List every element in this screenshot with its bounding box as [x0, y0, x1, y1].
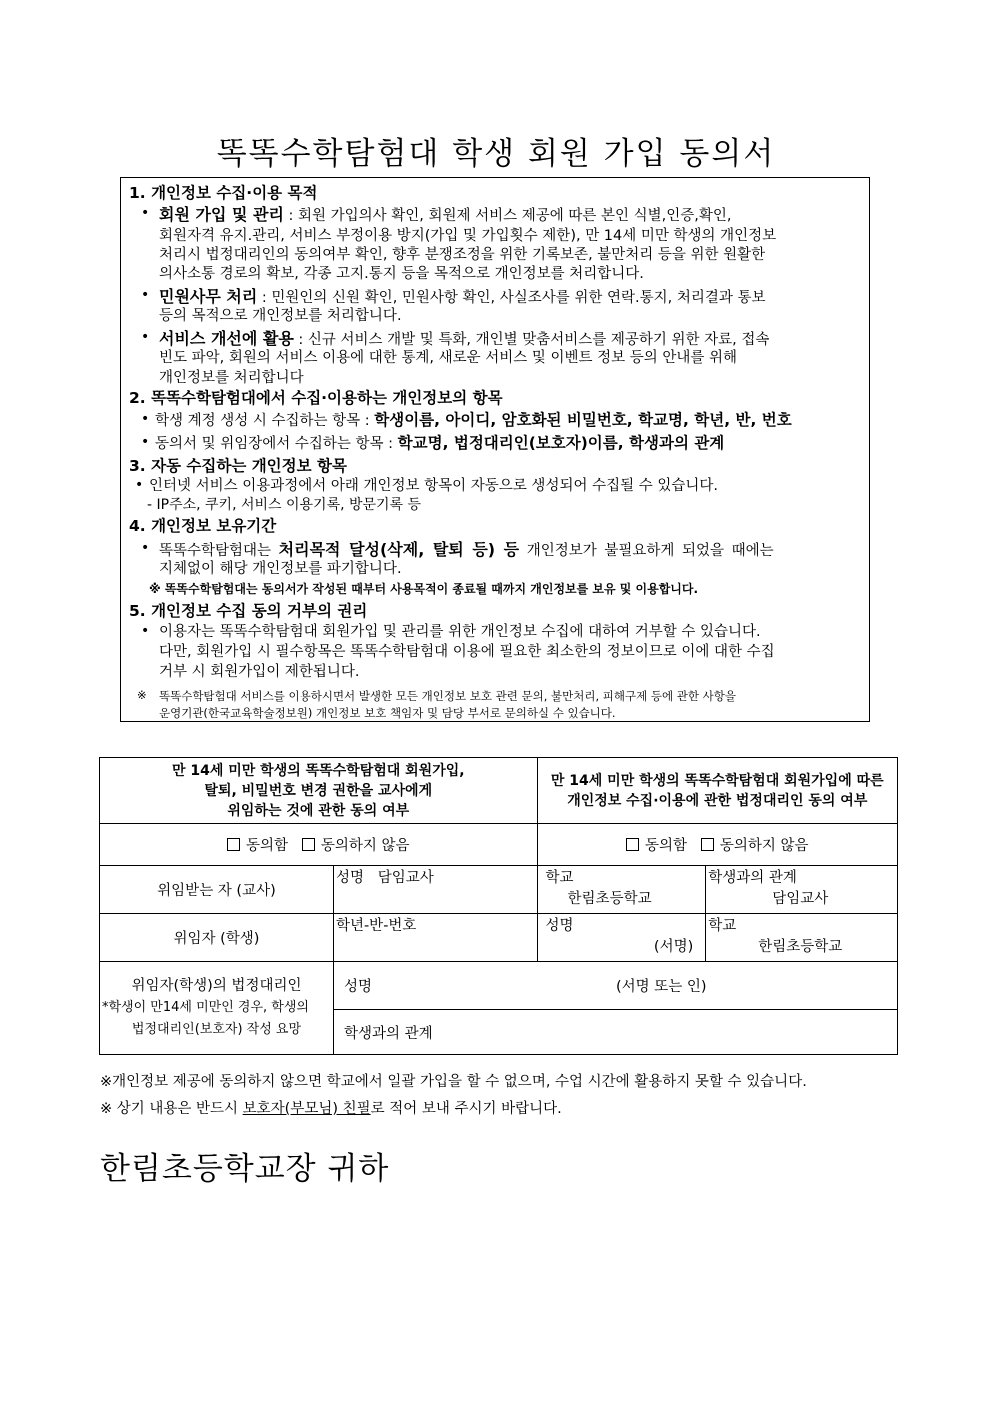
- footer-note-1: ※개인정보 제공에 동의하지 않으면 학교에서 일괄 가입을 할 수 없으며, 수업 시간에 활용하지 못할 수 있습니다.: [100, 1074, 807, 1090]
- text-line: 개인정보를 처리합니다: [159, 370, 304, 386]
- field-label: 성명: [545, 918, 574, 934]
- text-line: 거부 시 회원가입이 제한됩니다.: [159, 664, 360, 680]
- agree-label: 동의함: [246, 838, 289, 854]
- delegatee-name-cell: [333, 866, 537, 914]
- header-line: 개인정보 수집·이용에 관한 법정대리인 동의 여부: [567, 792, 868, 809]
- notice-line: 운영기관(한국교육학술정보원) 개인정보 보호 책임자 및 담당 부서로 문의하실 수 있습니다.: [159, 706, 616, 720]
- agree-label: 동의함: [645, 838, 688, 854]
- header-line: 만 14세 미만 학생의 똑똑수학탐험대 회원가입에 따른: [550, 772, 884, 789]
- term: 민원사무 처리: [159, 287, 258, 306]
- closing-addressee: 한림초등학교장 귀하: [100, 1151, 390, 1187]
- student-school-cell: [706, 914, 898, 962]
- text-line: 처리시 법정대리인의 동의여부 확인, 향후 분쟁조정을 위한 기록보존, 불만처리 등을 위한 원활한: [159, 247, 766, 263]
- text: 개인정보가 불필요하게 되었을 때에는: [519, 543, 774, 559]
- document-title: 똑똑수학탐험대 학생 회원 가입 동의서: [216, 136, 776, 172]
- section-5-heading: 5. 개인정보 수집 동의 거부의 권리: [129, 602, 368, 620]
- field-label: 성명: [343, 979, 372, 995]
- consent-table: [99, 757, 898, 1055]
- disagree-label: 동의하지 않음: [719, 838, 809, 854]
- delegator-label: 위임자 (학생): [100, 914, 334, 962]
- consent-header-delegation: [100, 758, 538, 824]
- section-2-item-1: [155, 408, 792, 430]
- notice-line: 똑똑수학탐험대 서비스를 이용하시면서 발생한 모든 개인정보 보호 관련 문의, 불만처리, 피해구제 등에 관한 사항을: [159, 689, 736, 703]
- bullet: •: [141, 329, 150, 345]
- header-line: 탈퇴, 비밀번호 변경 권한을 교사에게: [204, 782, 433, 799]
- text-line: 다만, 회원가입 시 필수항목은 똑똑수학탐험대 이용에 필요한 최소한의 정보이므로 이에 대한 수집: [159, 644, 775, 660]
- bullet: •: [141, 623, 150, 639]
- section-3-sub-item: - IP주소, 쿠키, 서비스 이용기록, 방문기록 등: [147, 497, 422, 513]
- text: : 민원인의 신원 확인, 민원사항 확인, 사실조사를 위한 연락.통지, 처리결과 통보: [257, 290, 766, 306]
- section-3-item-1: 인터넷 서비스 이용과정에서 아래 개인정보 항목이 자동으로 생성되어 수집될 수 있습니다.: [149, 478, 718, 494]
- field-label: 학생과의 관계: [708, 870, 797, 886]
- section-1-item-1: [159, 202, 732, 225]
- field-value: 담임교사: [772, 891, 829, 907]
- disagree-checkbox[interactable]: [302, 838, 315, 851]
- section-5-item-1: 이용자는 똑똑수학탐험대 회원가입 및 관리를 위한 개인정보 수집에 대하여 거부할 수 있습니다.: [159, 624, 761, 640]
- bold-text: 학교명, 법정대리인(보호자)이름, 학생과의 관계: [397, 434, 725, 452]
- bullet: •: [141, 434, 150, 450]
- disagree-checkbox[interactable]: [701, 838, 714, 851]
- term: 서비스 개선에 활용: [159, 329, 294, 348]
- grade-class-number-field[interactable]: [333, 914, 537, 962]
- footer-note-2: [100, 1097, 562, 1118]
- bold-text: 학생이름, 아이디, 암호화된 비밀번호, 학교명, 학년, 반, 번호: [374, 411, 792, 429]
- field-value: 한림초등학교: [758, 939, 843, 955]
- term: 회원 가입 및 관리: [159, 205, 284, 224]
- bold-text: 처리목적 달성(삭제, 탈퇴 등) 등: [278, 540, 520, 559]
- text-line: 의사소통 경로의 확보, 각종 고지.통지 등을 목적으로 개인정보를 처리합니다.: [159, 266, 644, 282]
- text-line: 회원자격 유지.관리, 서비스 부정이용 방지(가입 및 가입횟수 제한), 만 14세 미만 학생의 개인정보: [159, 228, 777, 244]
- text-line: 빈도 파악, 회원의 서비스 이용에 대한 통계, 새로운 서비스 및 이벤트 정보 등의 안내를 위해: [159, 350, 737, 366]
- field-label: 학생과의 관계: [343, 1025, 433, 1042]
- underlined-text: 보호자(부모님) 친필: [242, 1101, 371, 1117]
- field-value: 담임교사: [377, 870, 434, 886]
- text-line: 지체없이 해당 개인정보를 파기합니다.: [159, 561, 402, 577]
- text: 학생 계정 생성 시 수집하는 항목 :: [155, 413, 375, 429]
- section-2-item-2: [155, 431, 724, 453]
- field-label: 학교: [708, 918, 737, 934]
- field-label: 성명: [335, 870, 364, 886]
- text: : 신규 서비스 개발 및 특화, 개인별 맞춤서비스를 제공하기 위한 자료, 접속: [293, 332, 770, 348]
- consent-header-guardian: [537, 758, 897, 824]
- text: : 회원 가입의사 확인, 회원제 서비스 제공에 따른 본인 식별,인증,확인,: [283, 208, 732, 224]
- consent-options-guardian: [537, 824, 897, 866]
- field-label: 학교: [545, 870, 574, 886]
- section-4-heading: 4. 개인정보 보유기간: [129, 517, 277, 535]
- agree-checkbox[interactable]: [626, 838, 639, 851]
- field-value: 한림초등학교: [567, 891, 652, 907]
- guardian-name-field[interactable]: [333, 962, 897, 1010]
- section-4-note: ※ 똑똑수학탐험대는 동의서가 작성된 때부터 사용목적이 종료될 때까지 개인정보를 보유 및 이용합니다.: [149, 582, 699, 596]
- field-label: 학년-반-번호: [335, 918, 417, 934]
- bullet: •: [141, 205, 150, 221]
- section-2-heading: 2. 똑똑수학탐험대에서 수집·이용하는 개인정보의 항목: [129, 389, 503, 407]
- text: 똑똑수학탐험대는: [159, 543, 279, 559]
- guardian-relation-field[interactable]: [333, 1010, 897, 1055]
- guardian-note: 법정대리인(보호자) 작성 요망: [131, 1022, 302, 1037]
- bullet: •: [135, 477, 144, 493]
- guardian-note: *학생이 만14세 미만인 경우, 학생의: [102, 1000, 309, 1015]
- bullet: •: [141, 540, 150, 556]
- delegatee-school-cell: [537, 866, 706, 914]
- guardian-label-title: 위임자(학생)의 법정대리인: [131, 978, 302, 994]
- disagree-label: 동의하지 않음: [320, 838, 410, 854]
- delegatee-relation-cell: [706, 866, 898, 914]
- privacy-info-box: [120, 177, 870, 722]
- delegatee-label: 위임받는 자 (교사): [100, 866, 334, 914]
- section-3-heading: 3. 자동 수집하는 개인정보 항목: [129, 457, 347, 475]
- header-line: 만 14세 미만 학생의 똑똑수학탐험대 회원가입,: [171, 762, 465, 779]
- signature-marker: (서명): [653, 939, 694, 955]
- student-name-field[interactable]: [537, 914, 706, 962]
- bullet: •: [141, 411, 150, 427]
- header-line: 위임하는 것에 관한 동의 여부: [227, 802, 410, 819]
- section-1-heading: 1. 개인정보 수집·이용 목적: [129, 184, 318, 202]
- agree-checkbox[interactable]: [227, 838, 240, 851]
- text: ※ 상기 내용은 반드시: [100, 1101, 243, 1117]
- consent-options-delegation: [100, 824, 538, 866]
- guardian-label: [100, 962, 334, 1055]
- text: 로 적어 보내 주시기 바랍니다.: [370, 1101, 562, 1117]
- notice-mark: ※: [137, 688, 147, 702]
- text: 동의서 및 위임장에서 수집하는 항목 :: [155, 436, 398, 452]
- text-line: 등의 목적으로 개인정보를 처리합니다.: [159, 308, 402, 324]
- signature-marker: (서명 또는 인): [615, 979, 707, 995]
- bullet: •: [141, 287, 150, 303]
